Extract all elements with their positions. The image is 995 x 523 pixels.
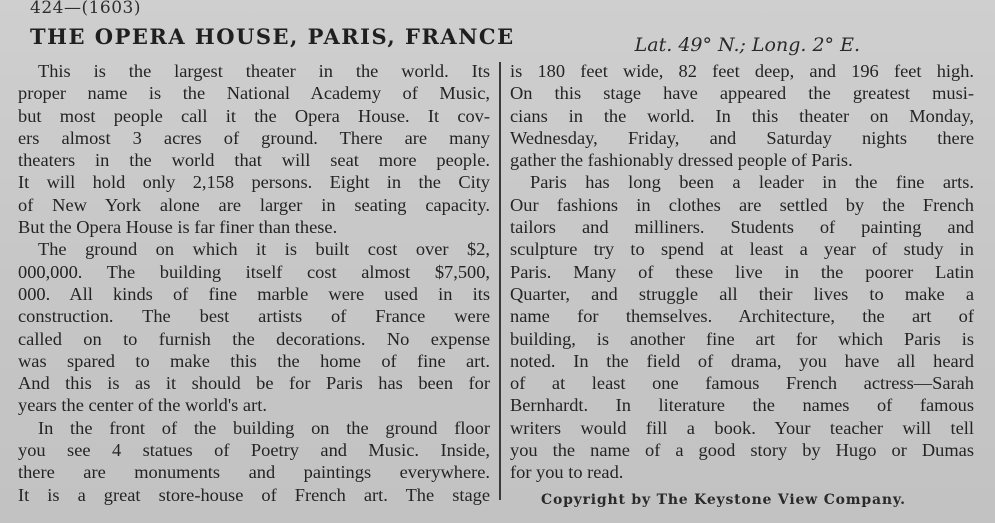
page-title: THE OPERA HOUSE, PARIS, FRANCE xyxy=(30,24,515,49)
copyright-notice: Copyright by The Keystone View Company. xyxy=(541,492,906,508)
text-line: It will hold only 2,158 persons. Eight in the City xyxy=(18,172,490,193)
text-line: This is the largest theater in the world. Its xyxy=(38,61,490,81)
text-line: Wednesday, Friday, and Saturday nights there xyxy=(510,127,974,148)
text-line: ers almost 3 acres of ground. There are many xyxy=(18,127,490,148)
text-line: theaters in the world that will seat more people. xyxy=(18,150,490,171)
text-line: 000. All kinds of fine marble were used in its xyxy=(18,283,490,304)
text-line: noted. In the field of drama, you have all heard xyxy=(510,350,974,371)
text-line: Bernhardt. In literature the names of famous xyxy=(510,395,974,416)
text-line: But the Opera House is far finer than these. xyxy=(18,217,338,238)
text-line: On this stage have appeared the greatest musi- xyxy=(510,83,974,104)
text-line: of at least one famous French actress—Sarah xyxy=(510,373,974,394)
text-line: writers would fill a book. Your teacher will tell xyxy=(510,417,974,438)
text-line: The ground on which it is built cost over $2, xyxy=(38,239,490,260)
text-line: Paris has long been a leader in the fine arts. xyxy=(530,172,974,193)
text-line: And this is as it should be for Paris has been for xyxy=(18,373,490,394)
text-line: of New York alone are larger in seating capacity. xyxy=(18,194,490,215)
coordinates: Lat. 49° N.; Long. 2° E. xyxy=(634,34,860,56)
text-line: was spared to make this the home of fine art. xyxy=(18,350,490,371)
text-line: you the name of a good story by Hugo or Dumas xyxy=(510,440,974,461)
text-line: called on to furnish the decorations. No expense xyxy=(18,328,490,349)
text-line: construction. The best artists of France were xyxy=(18,306,490,327)
text-line: It is a great store-house of French art. The stage xyxy=(18,484,490,505)
text-line: Quarter, and struggle all their lives to make a xyxy=(510,283,974,304)
text-line: name for themselves. Architecture, the art of xyxy=(510,306,974,327)
text-line: for you to read. xyxy=(510,462,624,483)
text-line: cians in the world. In this theater on Monday, xyxy=(510,105,974,126)
left-text-column xyxy=(18,60,490,506)
text-line: 000,000. The building itself cost almost $7,500, xyxy=(18,261,490,282)
text-line: gather the fashionably dressed people of Paris. xyxy=(510,150,853,171)
text-line: Paris. Many of these live in the poorer Latin xyxy=(510,261,974,282)
text-line: years the center of the world's art. xyxy=(18,395,267,416)
text-line: you see 4 statues of Poetry and Music. Inside, xyxy=(18,440,490,461)
right-text-column xyxy=(510,60,974,484)
column-divider xyxy=(499,62,501,500)
text-line: but most people call it the Opera House. It cov- xyxy=(18,105,490,126)
text-line: Our fashions in clothes are settled by the French xyxy=(510,194,974,215)
catalog-number: 424—(1603) xyxy=(30,0,141,18)
text-line: tailors and milliners. Students of painting and xyxy=(510,217,974,238)
text-line: building, is another fine art for which Paris is xyxy=(510,328,974,349)
text-line: proper name is the National Academy of Music, xyxy=(18,83,490,104)
text-line: there are monuments and paintings everywhere. xyxy=(18,462,490,483)
text-line: is 180 feet wide, 82 feet deep, and 196 feet high. xyxy=(510,61,974,81)
text-line: In the front of the building on the ground floor xyxy=(38,417,490,438)
text-line: sculpture try to spend at least a year of study in xyxy=(510,239,974,260)
